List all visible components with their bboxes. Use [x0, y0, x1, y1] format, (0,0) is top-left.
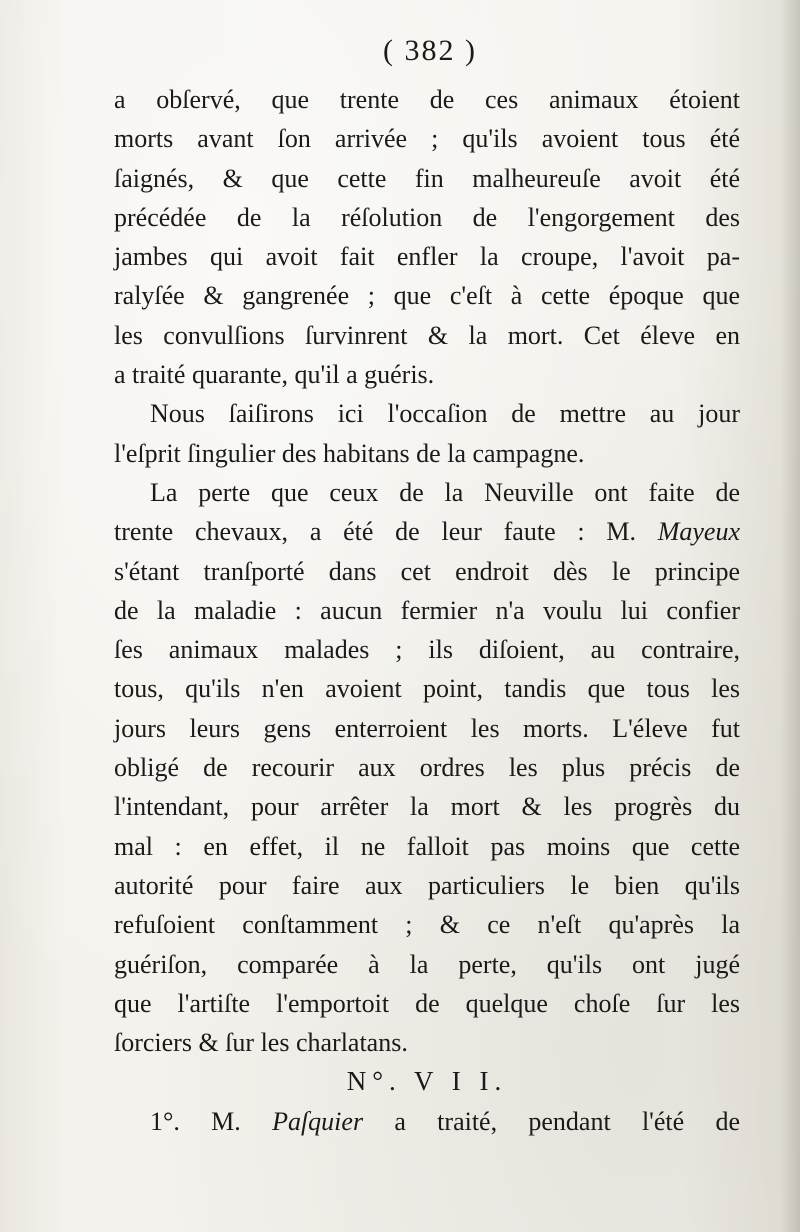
text-line: l'intendant, pour arrêter la mort & les progrès du [114, 792, 740, 822]
text-line: a obſervé, que trente de ces animaux étoient [114, 85, 740, 114]
text-line: jours leurs gens enterroient les morts. L'éleve fut [114, 713, 740, 743]
text-line: guériſon, comparée à la perte, qu'ils ont jugé [114, 949, 740, 979]
text-segment: a traité, pendant l'été de [363, 1106, 740, 1136]
text-line: Nous ſaiſirons ici l'occaſion de mettre au jour [150, 399, 740, 429]
text-line: l'eſprit ſingulier des habitans de la campagne. [114, 438, 585, 468]
body-text [114, 80, 740, 1141]
text-line: morts avant ſon arrivée ; qu'ils avoient tous été [114, 124, 740, 154]
text-line-with-name [114, 512, 740, 551]
text-line: refuſoient conſtamment ; & ce n'eſt qu'après la [114, 910, 740, 940]
text-line: mal : en effet, il ne falloit pas moins que cette [114, 831, 740, 861]
text-line: ſorciers & ſur les charlatans. [114, 1028, 408, 1058]
text-line: tous, qu'ils n'en avoient point, tandis que tous les [114, 674, 740, 704]
page-edge-shadow [780, 0, 800, 1232]
text-line: ſaignés, & que cette fin malheureuſe avoit été [114, 163, 740, 193]
text-line: que l'artiſte l'emportoit de quelque choſe ſur les [114, 988, 740, 1018]
text-line: jambes qui avoit fait enfler la croupe, l'avoit pa- [114, 242, 740, 272]
text-line: obligé de recourir aux ordres les plus précis de [114, 753, 740, 783]
section-heading: N°. V I I. [346, 1066, 508, 1097]
text-segment: trente chevaux, a été de leur faute : M. [114, 517, 658, 547]
text-line: La perte que ceux de la Neuville ont faite de [150, 477, 740, 507]
text-line: de la maladie : aucun fermier n'a voulu lui confier [114, 595, 740, 625]
text-line-with-name [114, 1102, 740, 1141]
person-name: Mayeux [657, 517, 740, 547]
text-line: ſes animaux malades ; ils diſoient, au contraire, [114, 635, 740, 665]
text-line: précédée de la réſolution de l'engorgement des [114, 202, 740, 232]
page-number: ( 382 ) [383, 34, 477, 67]
text-line: ralyſée & gangrenée ; que c'eſt à cette époque que [114, 281, 740, 311]
text-segment: 1°. M. [150, 1106, 273, 1136]
text-line: les convulſions ſurvinrent & la mort. Cet éleve en [114, 320, 740, 350]
text-line: autorité pour faire aux particuliers le bien qu'ils [114, 870, 740, 900]
person-name: Paſquier [272, 1106, 364, 1136]
text-line: a traité quarante, qu'il a guéris. [114, 360, 435, 390]
text-line: s'étant tranſporté dans cet endroit dès le principe [114, 556, 740, 586]
